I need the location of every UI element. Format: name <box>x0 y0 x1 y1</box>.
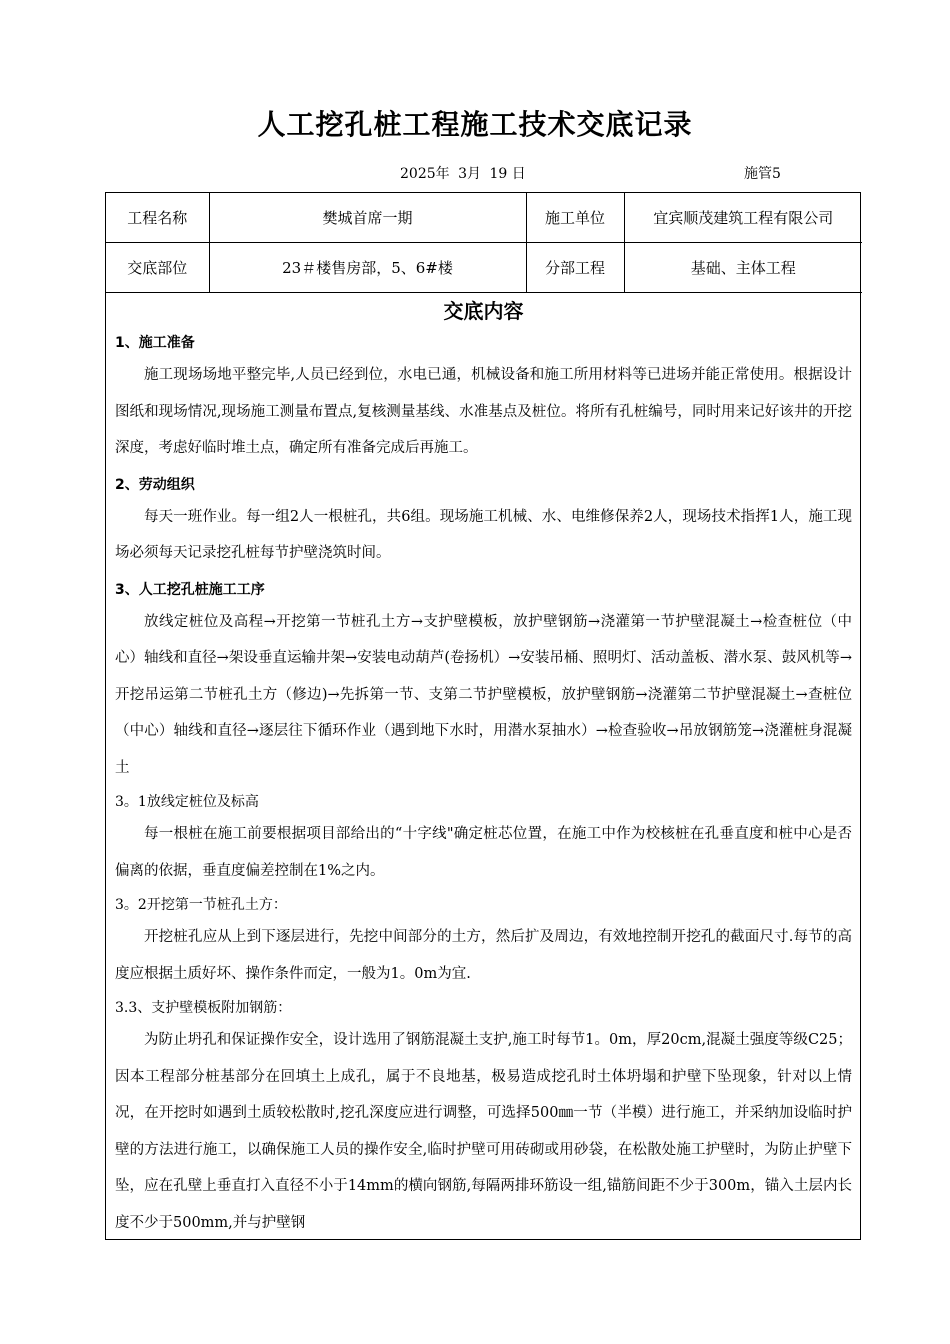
paragraph: 开挖桩孔应从上到下逐层进行，先挖中间部分的土方，然后扩及周边，有效地控制开挖孔的截面尺寸.每节的高度应根据土质好坏、操作条件而定，一般为1。0m为宜. <box>115 929 852 982</box>
project-info-table <box>106 193 862 293</box>
sub-project-value: 基础、主体工程 <box>624 243 862 293</box>
sub-project-label: 分部工程 <box>526 243 624 293</box>
paragraph: 为防止坍孔和保证操作安全，设计选用了钢筋混凝土支护,施工时每节1。0m，厚20cm,混凝土强度等级C25；因本工程部分桩基部分在回填土上成孔，属于不良地基，极易造成挖孔时土体坍塌和护壁下坠现象，针对以上情况，在开挖时如遇到土质较松散时,挖孔深度应进行调整，可选择500㎜一节（半模）进行施工，并采纳加设临时护壁的方法进行施工，以确保施工人员的操作安全,临时护壁可用砖砌或用砂袋，在松散处施工护壁时，为防止护壁下坠，应在孔壁上垂直打入直径不小于14mm的横向钢筋,每隔两排环筋设一组,锚筋间距不少于300m，锚入土层内长度不少于500mm,并与护壁钢 <box>115 1032 852 1231</box>
paragraph: 每天一班作业。每一组2人一根桩孔，共6组。现场施工机械、水、电维修保养2人，现场技术指挥1人，施工现场必须每天记录挖孔桩每节护壁浇筑时间。 <box>115 508 852 561</box>
record-sheet <box>105 192 861 1240</box>
contractor-label: 施工单位 <box>526 193 624 243</box>
paragraph: 施工现场场地平整完毕,人员已经到位，水电已通，机械设备和施工所用材料等已进场并能正常使用。根据设计图纸和现场情况,现场施工测量布置点,复核测量基线、水准基点及桩位。将所有孔桩编号，同时用来记好该井的开挖深度，考虑好临时堆土点，确定所有准备完成后再施工。 <box>115 367 852 456</box>
contractor-value: 宜宾顺茂建筑工程有限公司 <box>624 193 862 243</box>
section-heading: 3、人工挖孔桩施工工序 <box>115 581 265 598</box>
document-code: 施管5 <box>744 166 781 182</box>
project-name-value: 樊城首席一期 <box>209 193 526 243</box>
table-row <box>106 243 862 293</box>
subsection-heading: 3。2开挖第一节桩孔土方： <box>115 897 287 913</box>
subsection-heading: 3。1放线定桩位及标高 <box>115 794 259 810</box>
date-month: 3月 <box>458 166 482 182</box>
section-heading: 2、劳动组织 <box>115 476 195 493</box>
date-day: 19 日 <box>489 166 526 182</box>
date-line <box>400 163 530 183</box>
date-year: 2025年 <box>400 166 450 182</box>
location-label: 交底部位 <box>106 243 209 293</box>
content-title: 交底内容 <box>443 299 524 323</box>
document-title: 人工挖孔桩工程施工技术交底记录 <box>257 108 693 141</box>
table-row <box>106 193 862 243</box>
briefing-content <box>106 295 860 1241</box>
location-value: 23＃楼售房部，5、6#楼 <box>209 243 526 293</box>
project-name-label: 工程名称 <box>106 193 209 243</box>
paragraph: 每一根桩在施工前要根据项目部给出的“十字线"确定桩芯位置，在施工中作为校核桩在孔垂直度和桩中心是否偏离的依据，垂直度偏差控制在1%之内。 <box>115 826 852 879</box>
subsection-heading: 3.3、支护壁模板附加钢筋： <box>115 1000 292 1016</box>
section-heading: 1、施工准备 <box>115 335 195 351</box>
paragraph: 放线定桩位及高程→开挖第一节桩孔土方→支护壁模板，放护壁钢筋→浇灌第一节护壁混凝土→检查桩位（中心）轴线和直径→架设垂直运输井架→安装电动葫芦(卷扬机）→安装吊桶、照明灯、活动盖板、潜水泵、鼓风机等→开挖吊运第二节桩孔土方（修边)→先拆第一节、支第二节护壁模板，放护壁钢筋→浇灌第二节护壁混凝土→查桩位（中心）轴线和直径→逐层往下循环作业（遇到地下水时，用潜水泵抽水）→检查验收→吊放钢筋笼→浇灌桩身混凝土 <box>115 613 852 776</box>
